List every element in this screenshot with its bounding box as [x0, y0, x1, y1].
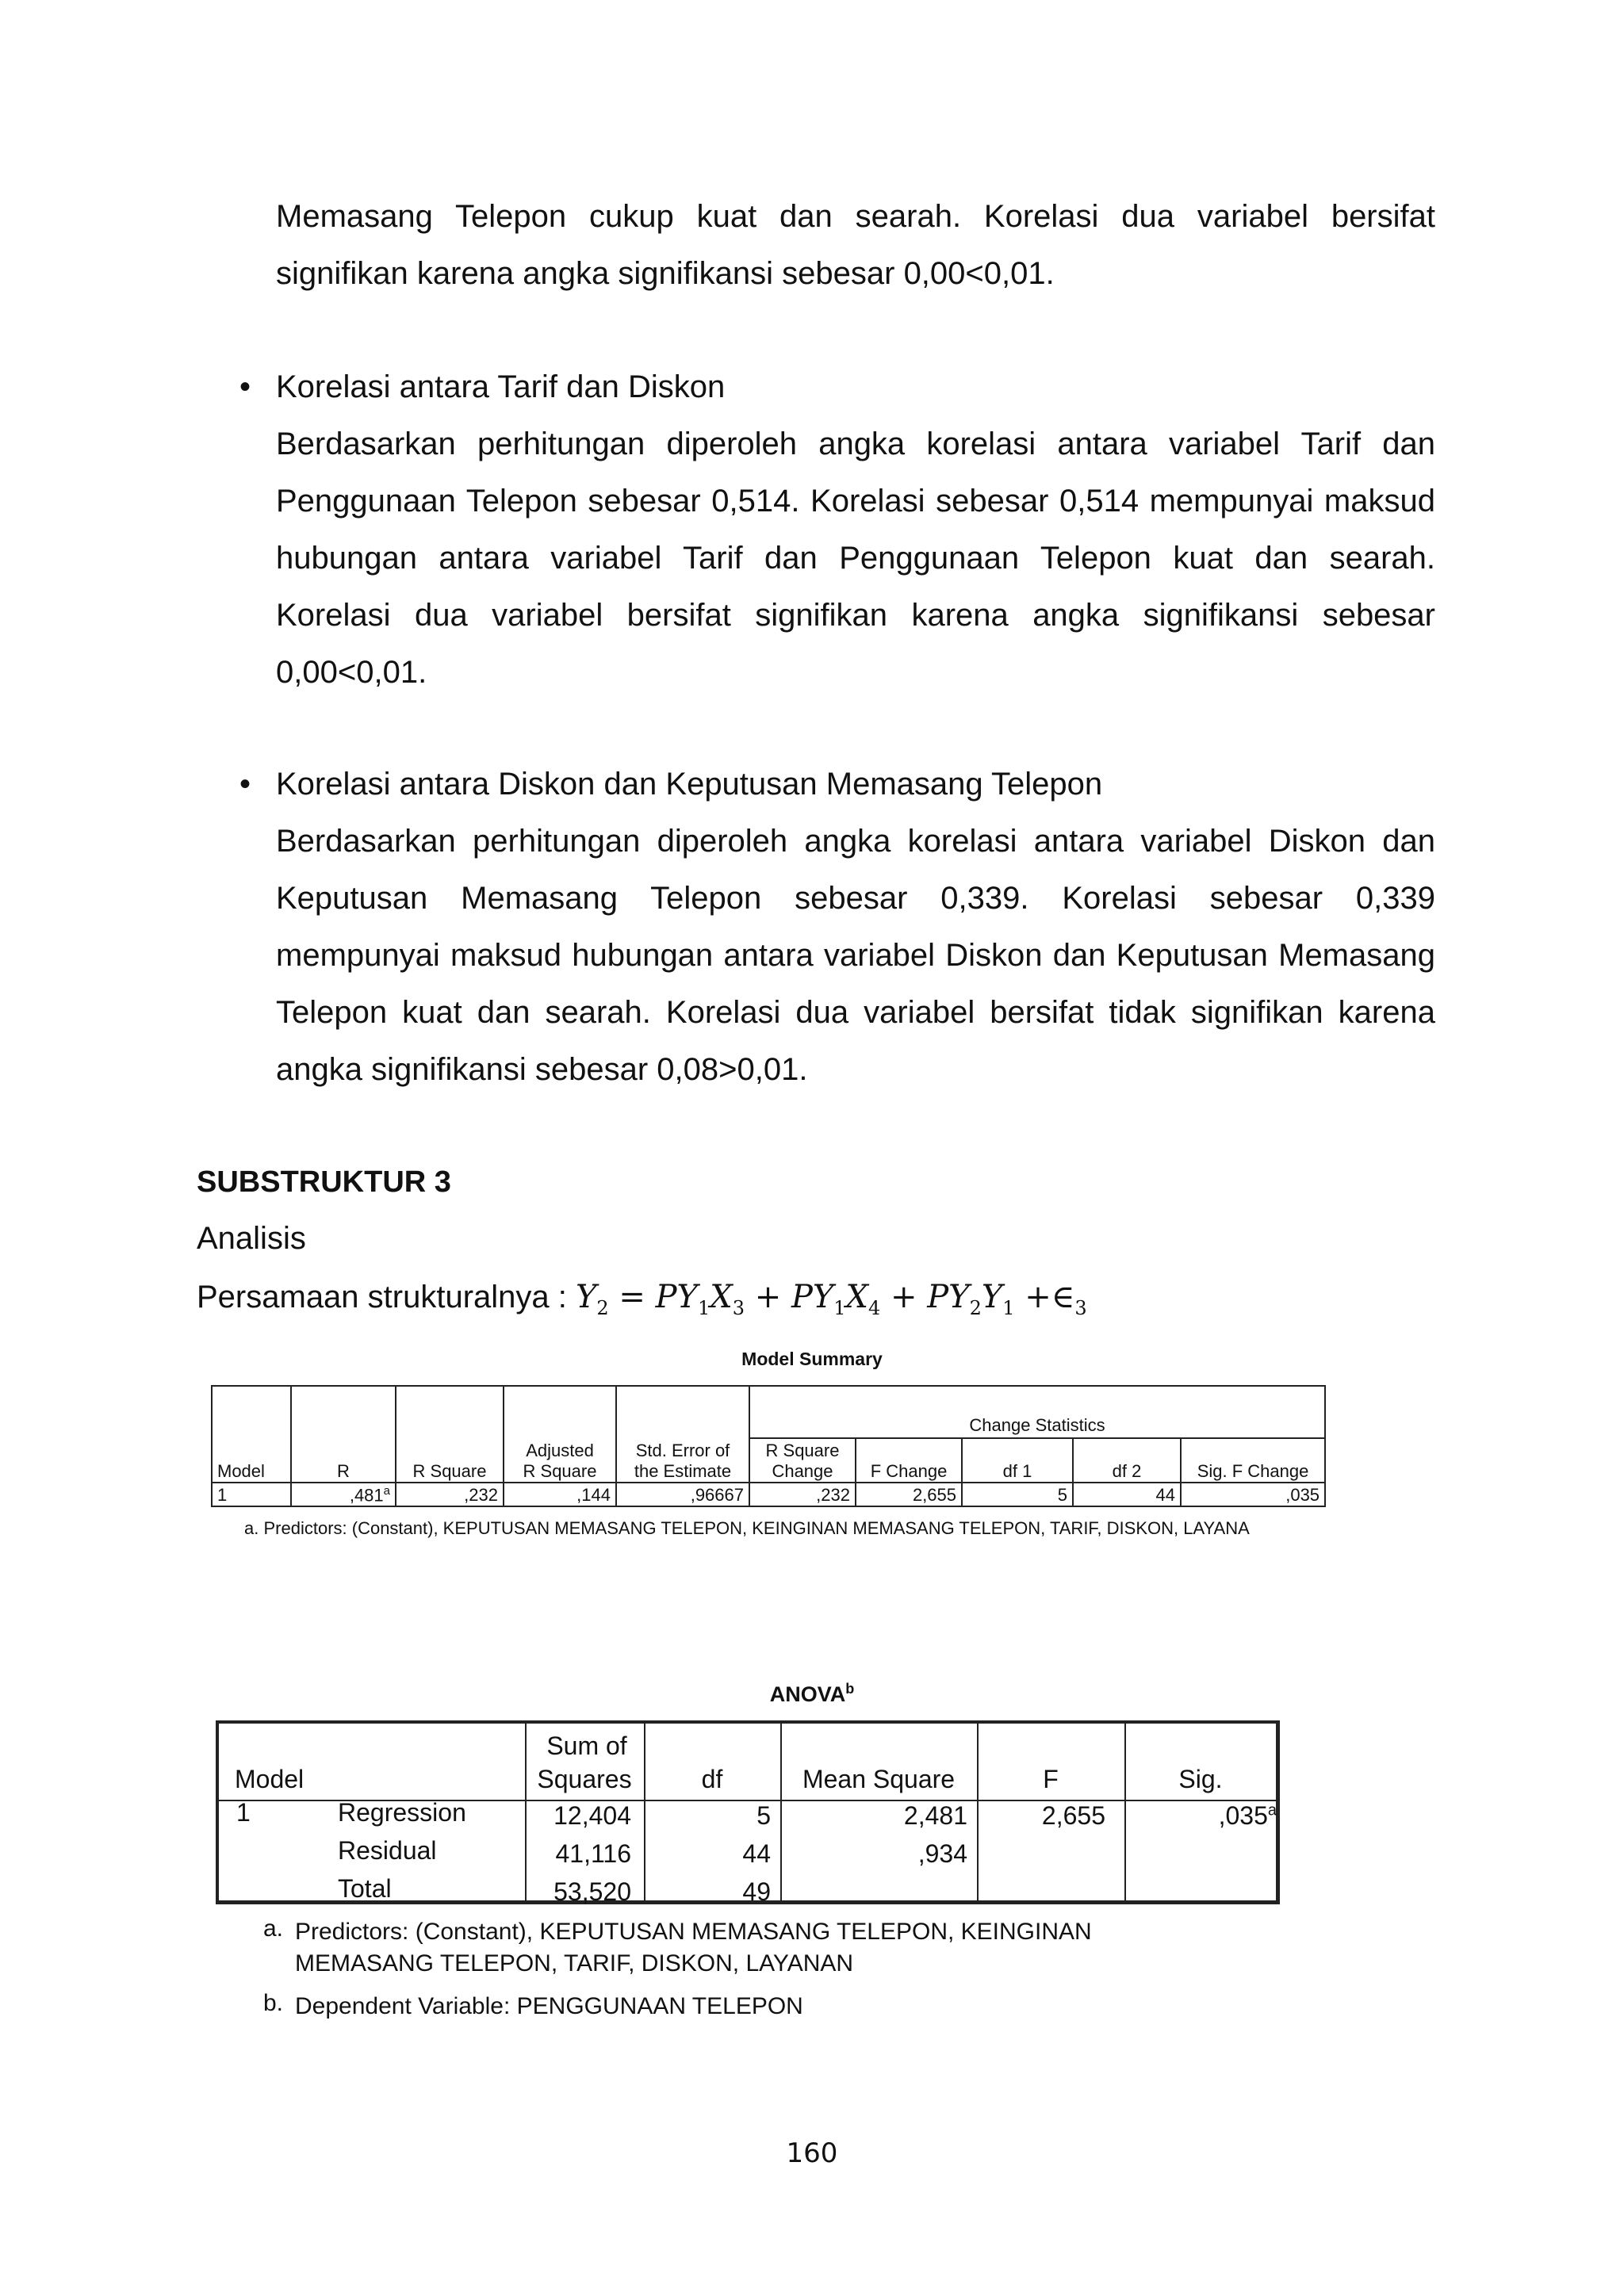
anova-footnote-b-line1: Dependent Variable: PENGGUNAAN TELEPON	[295, 1993, 803, 2019]
model-summary-footnote	[244, 1518, 1250, 1539]
equation-formula: $Y_2 = PY_1X_3 + PY_1X_4 + PY_2Y_1$ $+\in_3$	[576, 1279, 1087, 1319]
anova-header-sum-of: Sum of	[546, 1732, 627, 1760]
anova-header-model: Model	[235, 1765, 304, 1793]
header-r-square: R Square	[396, 1386, 504, 1483]
table-row	[212, 1483, 1325, 1506]
anova-row-label: Residual	[338, 1836, 437, 1865]
anova-title: ANOVA$^b$	[769, 1681, 855, 1706]
bullet-2-body: Berdasarkan perhitungan diperoleh angka korelasi antara variabel Diskon dan Keputusan Memasang Telepon sebesar 0,339. Korelasi sebesar 0,339 mempunyai maksud hubungan antara variabel Diskon dan Keputusan Memasang Telepon kuat dan searah. Korelasi dua variabel bersifat tidak signifikan karena angka signifikansi sebesar 0,08>0,01.	[276, 824, 1435, 1087]
cell-df1: 5	[962, 1483, 1073, 1506]
header-r: R	[291, 1386, 396, 1483]
anova-df: 44	[742, 1839, 771, 1868]
section-subheading: Analisis	[197, 1221, 306, 1256]
anova-mean-square: ,934	[917, 1839, 967, 1868]
anova-header-squares: Squares	[537, 1765, 632, 1793]
header-adjusted-r-square: Adjusted R Square	[504, 1386, 616, 1483]
cell-r: ,481$^a$	[291, 1483, 396, 1506]
cell-r-square: ,232	[396, 1483, 504, 1506]
anova-header-mean-square: Mean Square	[802, 1765, 956, 1793]
anova-footnote-a-line2: MEMASANG TELEPON, TARIF, DISKON, LAYANAN	[295, 1950, 854, 1976]
anova-header-f: F	[1043, 1765, 1059, 1793]
bullet-2-title: Korelasi antara Diskon dan Keputusan Memasang Telepon	[276, 767, 1103, 802]
cell-adjusted-r-square: ,144	[504, 1483, 616, 1506]
bullet-2-heading	[239, 756, 1435, 813]
page-number: 160	[786, 2137, 838, 2169]
bullet-1-heading	[239, 358, 1435, 415]
header-f-change: F Change	[856, 1438, 962, 1483]
anova-row-label: Regression	[338, 1798, 466, 1827]
header-df2: df 2	[1073, 1438, 1181, 1483]
structural-equation	[197, 1273, 1087, 1332]
cell-model: 1	[212, 1483, 291, 1506]
anova-mean-square: 2,481	[903, 1801, 967, 1830]
bullet-icon: •	[239, 767, 251, 802]
intro-line-1: Memasang Telepon cukup kuat dan searah. Korelasi dua variabel bersifat	[276, 199, 1435, 234]
anova-sig: ,035$^a$	[1218, 1801, 1277, 1830]
bullet-1-body: Berdasarkan perhitungan diperoleh angka korelasi antara variabel Tarif dan Penggunaan Telepon sebesar 0,514. Korelasi sebesar 0,514 mempunyai maksud hubungan antara variabel Tarif dan Penggunaan Telepon kuat dan searah. Korelasi dua variabel bersifat signifikan karena angka signifikansi sebesar 0,00<0,01.	[276, 427, 1435, 690]
anova-header-df: df	[701, 1765, 723, 1793]
anova-sum-of-squares: 53,520	[553, 1877, 631, 1906]
bullet-1-title: Korelasi antara Tarif dan Diskon	[276, 369, 726, 404]
cell-std-error: ,96667	[616, 1483, 749, 1506]
bullet-icon: •	[239, 369, 251, 404]
intro-paragraph	[276, 188, 1435, 302]
anova-header-sig: Sig.	[1178, 1765, 1223, 1793]
anova-footnote-a-marker: a.	[263, 1915, 284, 1942]
anova-df: 5	[756, 1801, 771, 1830]
anova-footnote-b-marker: b.	[263, 1990, 284, 2016]
model-summary-title: Model Summary	[741, 1349, 883, 1369]
anova-f: 2,655	[1041, 1801, 1105, 1830]
header-std-error: Std. Error of the Estimate	[616, 1386, 749, 1483]
header-r-square-change: R Square Change	[749, 1438, 856, 1483]
cell-f-change: 2,655	[856, 1483, 962, 1506]
footnote-text: Predictors: (Constant), KEPUTUSAN MEMASANG TELEPON, KEINGINAN MEMASANG TELEPON, TARIF, DISKON, LAYANA	[263, 1518, 1250, 1538]
cell-sig-f-change: ,035	[1181, 1483, 1325, 1506]
anova-model-number: 1	[236, 1798, 251, 1827]
header-change-statistics: Change Statistics	[749, 1386, 1325, 1438]
anova-sum-of-squares: 41,116	[555, 1839, 631, 1868]
model-summary-table	[211, 1385, 1326, 1507]
intro-line-2: signifikan karena angka signifikansi sebesar 0,00<0,01.	[276, 256, 1055, 291]
anova-sum-of-squares: 12,404	[553, 1801, 631, 1830]
anova-table	[216, 1720, 1280, 1904]
equation-label: Persamaan strukturalnya :	[197, 1280, 576, 1314]
cell-df2: 44	[1073, 1483, 1181, 1506]
anova-footnote-a-line1: Predictors: (Constant), KEPUTUSAN MEMASANG TELEPON, KEINGINAN	[295, 1919, 1092, 1945]
header-df1: df 1	[962, 1438, 1073, 1483]
header-model: Model	[212, 1386, 291, 1483]
anova-row-label: Total	[338, 1874, 392, 1903]
cell-r-square-change: ,232	[749, 1483, 856, 1506]
anova-df: 49	[742, 1877, 771, 1906]
section-heading: SUBSTRUKTUR 3	[197, 1165, 451, 1199]
header-sig-f-change: Sig. F Change	[1181, 1438, 1325, 1483]
footnote-marker: a.	[244, 1518, 259, 1538]
